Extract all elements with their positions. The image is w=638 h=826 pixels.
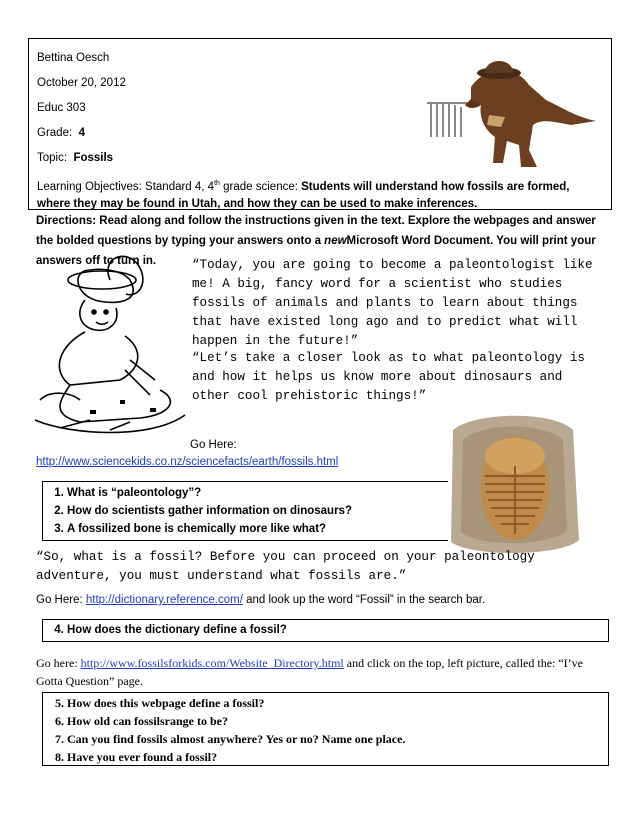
grade-value: 4 — [78, 127, 85, 139]
student-name: Bettina Oesch — [37, 52, 110, 64]
directions-part2: Microsoft Word Document. You will print your answers off to turn in. — [36, 235, 596, 267]
lo-mid: grade science: — [219, 180, 302, 193]
topic-value: Fossils — [73, 152, 114, 164]
go-here-rest-3: and click on the top, left picture, called the: “I’ve Gotta Question” page. — [36, 656, 583, 688]
lo-bold: Students will understand how fossils are formed, where they may be found in Utah, and how they can be used to make inferences. — [37, 180, 570, 210]
question-4: 4. How does the dictionary define a fossil? — [67, 621, 608, 639]
question-5: 5. How does this webpage define a fossil? — [67, 694, 608, 712]
go-here-label-3: Go here: — [36, 656, 81, 670]
question-3: 3. A fossilized bone is chemically more like what? — [67, 520, 448, 538]
questions-box-1 — [42, 481, 448, 541]
lo-prefix: Learning Objectives: Standard 4, 4 — [37, 180, 215, 193]
date: October 20, 2012 — [37, 77, 126, 89]
go-here-label-2: Go Here: — [36, 594, 86, 606]
dinosaur-illustration — [411, 45, 601, 175]
paleontologist-cartoon — [30, 250, 210, 450]
go-here-rest-2: and look up the word “Fossil” in the search bar. — [242, 594, 486, 606]
questions-box-2 — [42, 619, 609, 642]
question-1: 1. What is “paleontology”? — [67, 484, 448, 502]
quote-what-is-fossil: “So, what is a fossil? Before you can proceed on your paleontology adventure, you must understand what fossils are.” — [36, 550, 535, 583]
quote-closer-look: “Let’s take a closer look as to what paleontology is and how it helps us know more about dinosaurs and other cool prehistoric things!” — [192, 351, 585, 403]
go-here-label-1: Go Here: — [190, 439, 237, 451]
go-here-line-3 — [36, 654, 611, 690]
topic-line — [37, 152, 113, 164]
directions-italic: new — [324, 235, 347, 247]
trilobite-fossil-image — [443, 410, 581, 558]
grade-line — [37, 127, 85, 139]
grade-label: Grade: — [37, 127, 73, 139]
question-7: 7. Can you find fossils almost anywhere? Yes or no? Name one place. — [67, 730, 608, 748]
dictionary-link[interactable]: http://dictionary.reference.com/ — [85, 594, 243, 606]
quote-intro: “Today, you are going to become a paleontologist like me! A big, fancy word for a scientist who studies fossils of animals and plants to learn about things that have existed long ago and to predict what will happen in the future!” — [192, 258, 593, 348]
question-6: 6. How old can fossilsrange to be? — [67, 712, 608, 730]
course: Educ 303 — [37, 102, 86, 114]
lo-sup: th — [214, 180, 220, 187]
question-8: 8. Have you ever found a fossil? — [67, 748, 608, 766]
directions-part1: Directions: Read along and follow the instructions given in the text. Explore the webpages and answer the bolded questions by typing your answers onto a — [36, 215, 596, 247]
header-box — [28, 38, 612, 210]
sciencekids-link[interactable]: http://www.sciencekids.co.nz/sciencefacts/earth/fossils.html — [36, 456, 339, 468]
learning-objectives — [37, 175, 597, 213]
fossilsforkids-link[interactable]: http://www.fossilsforkids.com/Website_Directory.html — [80, 656, 344, 670]
go-here-line-2 — [36, 594, 616, 606]
questions-box-3 — [42, 692, 609, 766]
topic-label: Topic: — [37, 152, 68, 164]
question-2: 2. How do scientists gather information on dinosaurs? — [67, 502, 448, 520]
